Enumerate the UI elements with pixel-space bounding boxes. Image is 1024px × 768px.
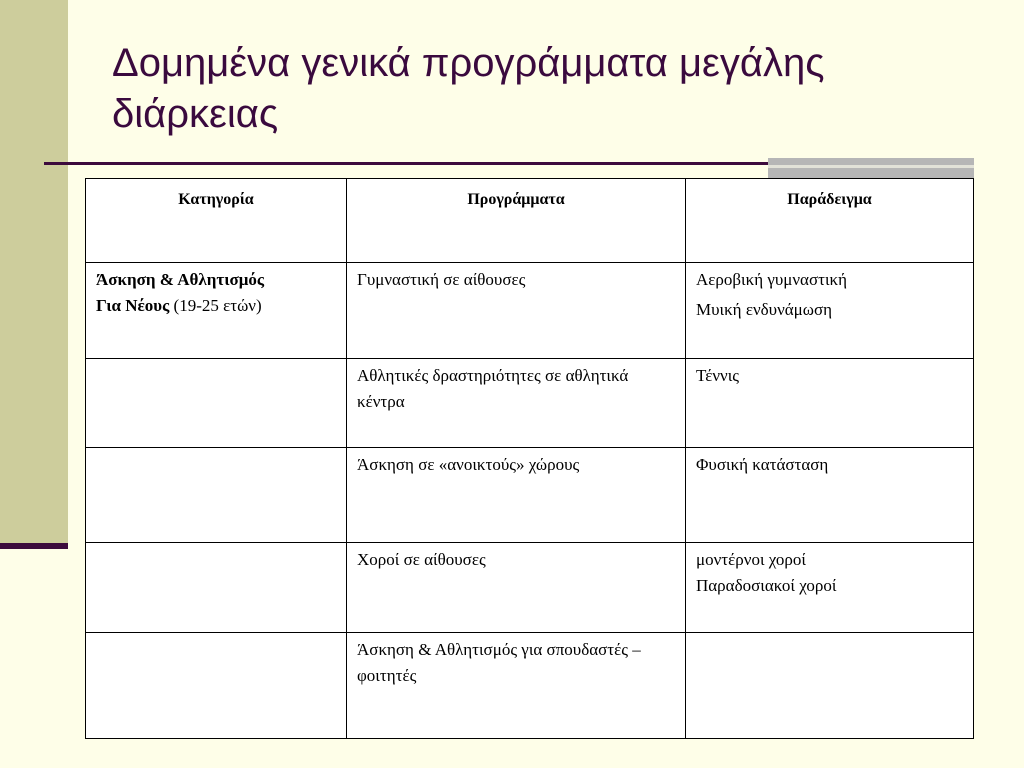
program-cell: Άσκηση σε «ανοικτούς» χώρους [347,448,686,543]
program-cell: Χοροί σε αίθουσες [347,543,686,633]
programs-table [85,178,974,739]
category-bold-line-2: Για Νέους [96,296,170,315]
sidebar-accent-line [0,543,68,549]
program-cell: Άσκηση & Αθλητισμός για σπουδαστές – φοιτητές [347,633,686,739]
example-item: Τέννις [696,366,740,385]
category-bold-line-1: Άσκηση & Αθλητισμός [96,270,265,289]
category-cell [86,263,347,359]
decorative-sidebar [0,0,68,545]
example-item: μοντέρνοι χοροί [696,550,806,569]
header-category: Κατηγορία [86,179,347,263]
table-row [86,633,974,739]
category-cell [86,633,347,739]
example-cell [686,543,974,633]
category-cell [86,543,347,633]
example-item: Παραδοσιακοί χοροί [696,576,837,595]
table-row [86,448,974,543]
slide-title: Δομημένα γενικά προγράμματα μεγάλης διάρκειας [112,41,825,136]
table-header-row [86,179,974,263]
header-example: Παράδειγμα [686,179,974,263]
program-cell: Αθλητικές δραστηριότητες σε αθλητικά κέντρα [347,359,686,448]
example-item: Μυική ενδυνάμωση [696,300,833,319]
table-row [86,359,974,448]
decorative-gray-block [768,158,974,178]
category-cell [86,359,347,448]
example-cell [686,633,974,739]
example-cell [686,263,974,359]
category-cell [86,448,347,543]
example-cell [686,359,974,448]
header-programs: Προγράμματα [347,179,686,263]
table-row [86,543,974,633]
category-age-range: (19-25 ετών) [169,296,262,315]
program-cell: Γυμναστική σε αίθουσες [347,263,686,359]
example-item: Φυσική κατάσταση [696,455,829,474]
table-row [86,263,974,359]
example-item: Αεροβική γυμναστική [696,270,847,289]
example-cell [686,448,974,543]
